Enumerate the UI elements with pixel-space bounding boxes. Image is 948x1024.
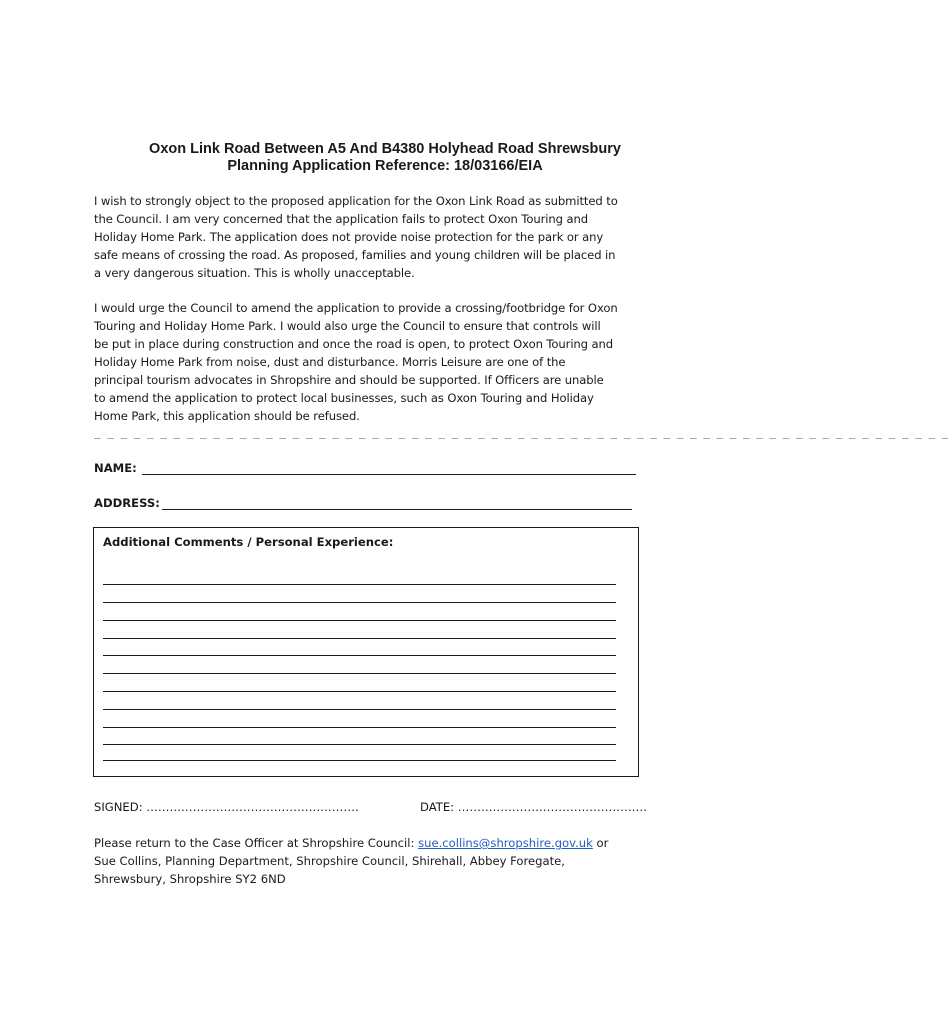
paragraph-line: I wish to strongly object to the proposed application for the Oxon Link Road as submitted to [94,194,618,208]
paragraph-line: a very dangerous situation. This is wholly unacceptable. [94,266,415,280]
comment-line[interactable] [103,709,616,710]
email-link[interactable]: sue.collins@shropshire.gov.uk [418,836,593,850]
comment-line[interactable] [103,760,616,761]
address-field[interactable] [162,509,632,510]
return-line-3: Shrewsbury, Shropshire SY2 6ND [94,872,286,886]
comment-line[interactable] [103,620,616,621]
return-prefix: Please return to the Case Officer at Shropshire Council: [94,836,419,850]
name-label: NAME: [94,461,137,475]
paragraph-line: be put in place during construction and once the road is open, to protect Oxon Touring and [94,337,614,351]
return-line-2: Sue Collins, Planning Department, Shropshire Council, Shirehall, Abbey Foregate, [94,854,565,868]
paragraph-line: I would urge the Council to amend the application to provide a crossing/footbridge for Oxon [94,301,618,315]
return-suffix: or [592,836,609,850]
date-field[interactable]: DATE: …………………………………………. [420,800,647,814]
cut-line-separator: _ _ _ _ _ _ _ _ _ _ _ _ _ _ _ _ _ _ _ _ _ _ _ _ _ _ _ _ _ _ _ _ _ _ _ _ _ _ _ _ _ _ _ _ _ _ _ _ _ _ _ _ _ _ _ _ _ _ _ _ _ _ _ _ _ [94,426,948,439]
comment-line[interactable] [103,673,616,674]
address-label: ADDRESS: [94,496,160,510]
name-field[interactable] [142,474,636,475]
paragraph-line: Holiday Home Park. The application does not provide noise protection for the park or any [94,230,604,244]
paragraph-line: to amend the application to protect local businesses, such as Oxon Touring and Holiday [94,391,594,405]
objection-paragraph-1 [94,192,694,282]
comment-line[interactable] [103,602,616,603]
paragraph-line: the Council. I am very concerned that the application fails to protect Oxon Touring and [94,212,588,226]
comment-line[interactable] [103,584,616,585]
return-line-1 [94,834,694,852]
comment-line[interactable] [103,691,616,692]
comments-box [93,527,639,777]
comment-line[interactable] [103,638,616,639]
comment-line[interactable] [103,655,616,656]
comment-line[interactable] [103,744,616,745]
paragraph-line: Home Park, this application should be refused. [94,409,360,423]
paragraph-line: Holiday Home Park from noise, dust and disturbance. Morris Leisure are one of the [94,355,566,369]
return-instructions [94,834,694,888]
title-line-1: Oxon Link Road Between A5 And B4380 Holyhead Road Shrewsbury [149,141,621,157]
paragraph-line: Touring and Holiday Home Park. I would also urge the Council to ensure that controls will [94,319,601,333]
objection-paragraph-2 [94,299,694,425]
title-line-2: Planning Application Reference: 18/03166/EIA [227,158,543,174]
document-title [60,141,710,175]
paragraph-line: principal tourism advocates in Shropshire and should be supported. If Officers are unable [94,373,604,387]
paragraph-line: safe means of crossing the road. As proposed, families and young children will be placed in [94,248,616,262]
signed-field[interactable]: SIGNED: ………………………………………………. [94,800,359,814]
comments-label: Additional Comments / Personal Experience: [103,535,394,549]
comment-line[interactable] [103,727,616,728]
